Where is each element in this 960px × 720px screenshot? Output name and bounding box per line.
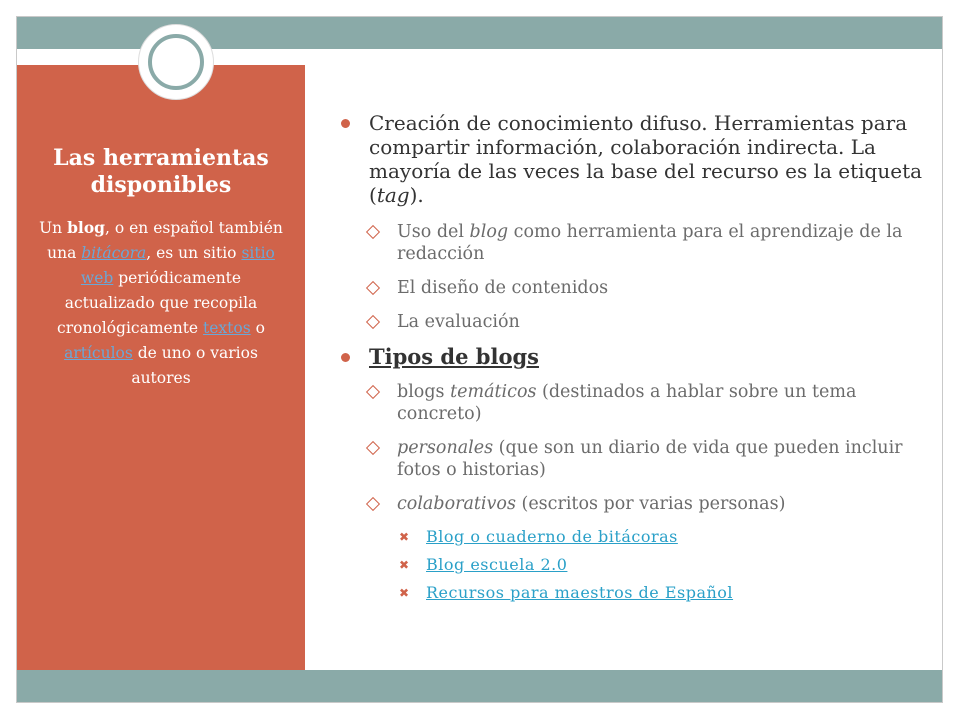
link-articulos[interactable]: artículos [64, 344, 133, 362]
sub-item-diseno [341, 277, 941, 299]
content-area [341, 111, 941, 611]
sub-text-em: blog [469, 222, 509, 242]
bullet-text: ). [409, 183, 424, 207]
desc-text: Un [39, 219, 68, 237]
section-heading: Tipos de blogs [369, 344, 539, 369]
sub-text-em: temáticos [450, 382, 537, 402]
link-recursos-maestros[interactable]: Recursos para maestros de Español [426, 583, 734, 602]
ring-emblem-icon [138, 24, 214, 100]
diamond-bullet-icon [366, 497, 380, 511]
ring-inner [148, 34, 204, 90]
desc-text: periódicamente actualizado que recopila cronológicamente [57, 269, 258, 337]
bullet-item-tipos [341, 345, 941, 369]
sub-text-em: personales [397, 438, 494, 458]
desc-text: , es un sitio [146, 244, 242, 262]
sidebar-title-line2: disponibles [90, 172, 232, 198]
bullet-text: Creación de conocimiento difuso. Herramientas para compartir información, colaboración indirecta. La mayoría de las veces la base del recurso es la etiqueta ( [369, 111, 923, 207]
bottom-bar [17, 670, 942, 702]
link-blog-cuaderno[interactable]: Blog o cuaderno de bitácoras [426, 527, 678, 546]
bullet-item-creacion [341, 111, 941, 207]
sub-text: (destinados a hablar sobre un tema concreto) [397, 382, 857, 424]
round-bullet-icon [341, 119, 350, 128]
sub-text: El diseño de contenidos [397, 278, 609, 298]
sub-item-uso-blog [341, 221, 941, 265]
sidebar-title [17, 145, 305, 199]
desc-text: o [250, 319, 265, 337]
sub-text-em: colaborativos [397, 494, 516, 514]
sub-text: Uso del [397, 222, 470, 242]
round-bullet-icon [341, 353, 350, 362]
link-item [341, 583, 941, 603]
link-item [341, 527, 941, 547]
x-bullet-icon: ✖ [399, 530, 410, 544]
sub-item-tematicos [341, 381, 941, 425]
sidebar-description [35, 215, 287, 391]
sub-item-evaluacion [341, 311, 941, 333]
link-sitio-web[interactable]: sitio web [80, 244, 275, 287]
sub-item-colaborativos [341, 493, 941, 515]
sub-text: (que son un diario de vida que pueden incluir fotos o historias) [397, 438, 903, 480]
bullet-text-tag: tag [376, 183, 410, 207]
link-textos[interactable]: textos [203, 319, 251, 337]
sidebar-title-line1: Las herramientas [53, 145, 269, 171]
sub-text: (escritos por varias personas) [515, 494, 786, 514]
link-bitacora[interactable]: bitácora [81, 244, 147, 262]
link-item [341, 555, 941, 575]
slide [16, 16, 943, 703]
diamond-bullet-icon [366, 281, 380, 295]
desc-text: , o en español también una [47, 219, 283, 262]
x-bullet-icon: ✖ [399, 586, 410, 600]
sub-text: blogs [397, 382, 451, 402]
diamond-bullet-icon [366, 225, 380, 239]
link-blog-escuela[interactable]: Blog escuela 2.0 [426, 555, 568, 574]
sub-item-personales [341, 437, 941, 481]
diamond-bullet-icon [366, 441, 380, 455]
diamond-bullet-icon [366, 315, 380, 329]
desc-blog-term: blog [67, 218, 105, 237]
sub-text: como herramienta para el aprendizaje de la redacción [397, 222, 903, 264]
sidebar-panel [17, 65, 305, 672]
sub-text: La evaluación [397, 312, 520, 332]
x-bullet-icon: ✖ [399, 558, 410, 572]
desc-text: de uno o varios autores [131, 344, 258, 387]
diamond-bullet-icon [366, 385, 380, 399]
